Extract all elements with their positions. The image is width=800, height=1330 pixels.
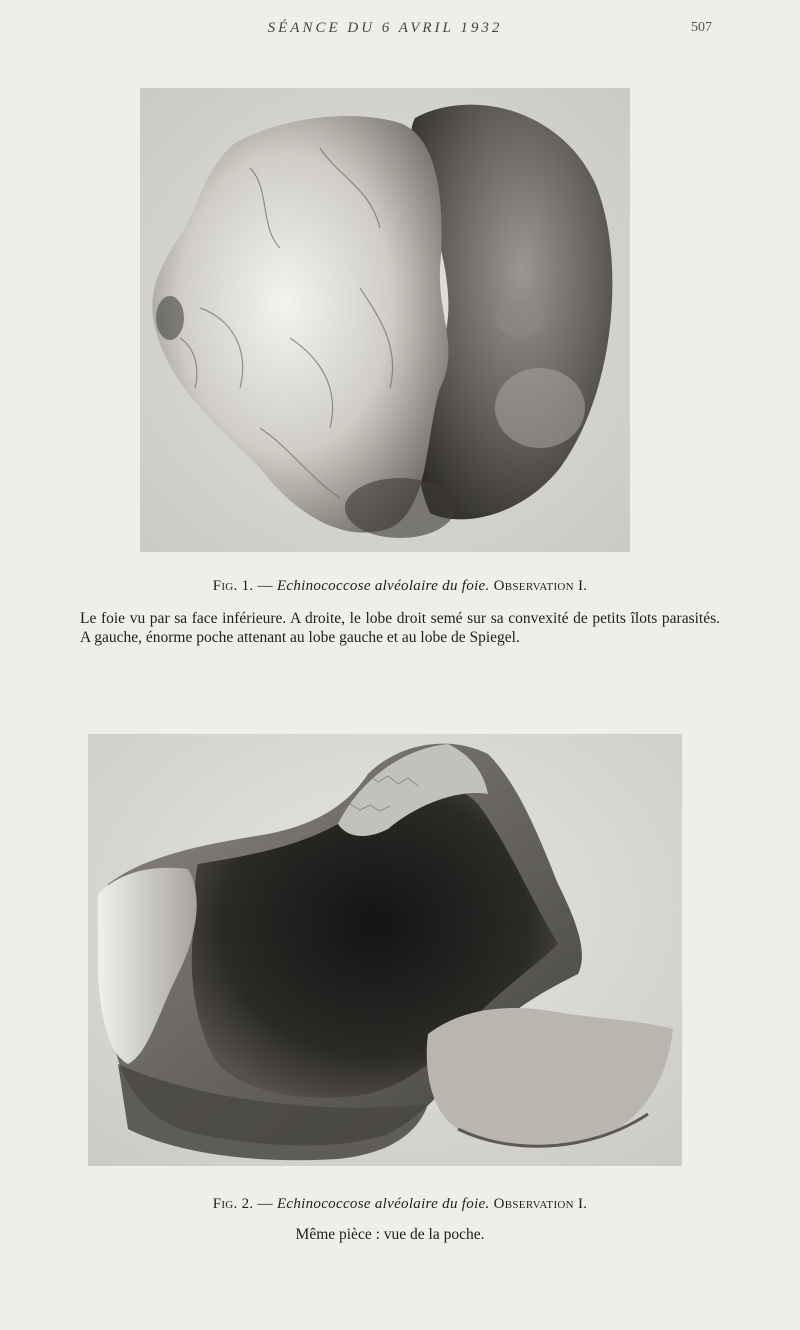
pocket-shadow [345,478,455,538]
figure-1-dash: — [257,578,273,594]
figure-1-caption [0,578,800,595]
running-head [0,20,800,44]
page-number: 507 [691,20,712,35]
figure-1-observation: Observation I. [493,578,588,594]
figure-2-dash: — [257,1196,273,1212]
right-lobe-mottle [495,298,545,338]
figure-2-label: Fig. 2. [212,1196,254,1212]
right-lobe-mottle [495,368,585,448]
figure-1-photograph [140,88,630,552]
figure-1-title: Echinococcose alvéolaire du foie. [276,578,490,594]
figure-2-photograph [88,734,682,1166]
pocket-notch [156,296,184,340]
figure-2-legend: Même pièce : vue de la poche. [295,1226,485,1243]
figure-1-label: Fig. 1. [212,578,254,594]
figure-2-observation: Observation I. [493,1196,588,1212]
figure-2-title: Echinococcose alvéolaire du foie. [276,1196,490,1212]
running-title: SÉANCE DU 6 AVRIL 1932 [267,20,503,36]
figure-2-caption [0,1196,800,1213]
figure-1-legend: Le foie vu par sa face inférieure. A droite, le lobe droit semé sur sa convexité de petits îlots parasités. A gauche, énorme poche attenant au lobe gauche et au lobe de Spiegel. [80,610,720,646]
